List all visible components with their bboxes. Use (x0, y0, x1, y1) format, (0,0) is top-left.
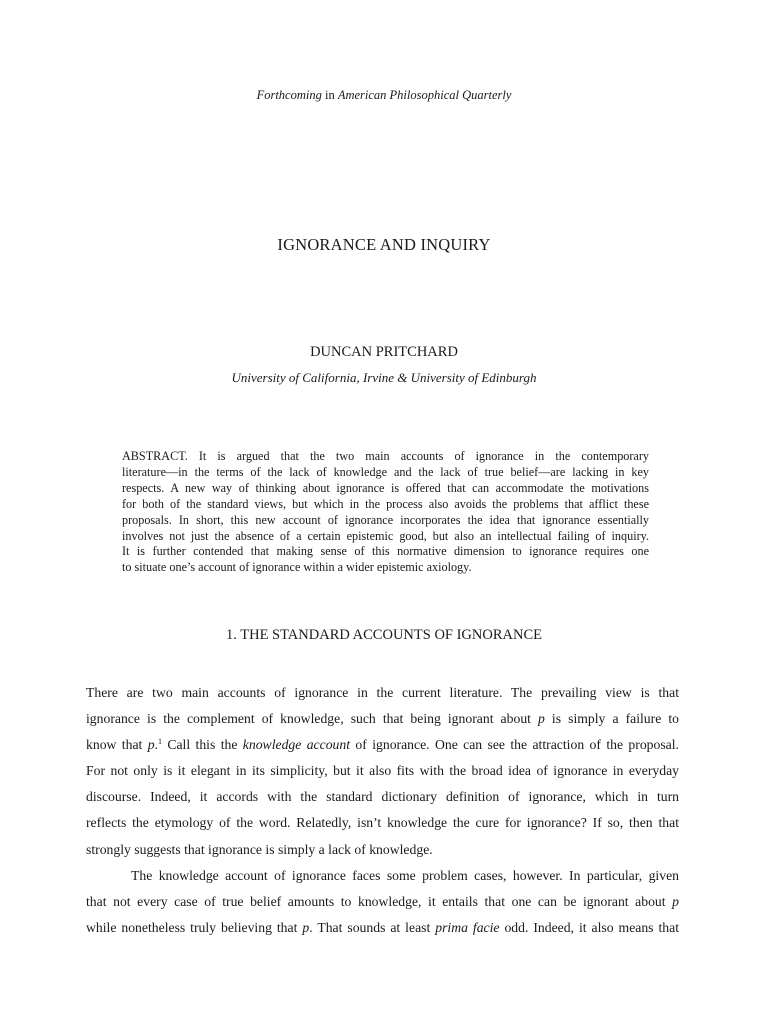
body-line (86, 758, 679, 784)
body-line (86, 732, 679, 758)
body-text-run: reflects the etymology of the word. Relatedly, isn’t knowledge the cure for ignorance? If so, then that (86, 815, 679, 831)
body-text-run: strongly suggests that ignorance is simply a lack of knowledge. (86, 841, 433, 857)
abstract-line: proposals. In short, this new account of ignorance incorporates the idea that ignorance essentially (122, 512, 649, 527)
paper-title: IGNORANCE AND INQUIRY (277, 235, 491, 254)
venue-line (0, 88, 768, 103)
body-text-run: Call this the (161, 737, 243, 753)
body-text-run: odd. Indeed, it also means that (499, 919, 679, 935)
abstract (122, 449, 649, 576)
body-line (86, 680, 679, 706)
venue-journal: American Philosophical Quarterly (337, 88, 512, 102)
body-text-run: p (672, 893, 679, 909)
venue-in: in (321, 88, 338, 102)
author-affiliation: University of California, Irvine & University of Edinburgh (231, 370, 537, 385)
body-text-run: of ignorance. One can see the attraction of the proposal. (350, 737, 679, 753)
body-text-run: that not every case of true belief amounts to knowledge, it entails that one can be ignorant about (86, 893, 673, 909)
body-text-run: . That sounds at least (309, 919, 436, 935)
body-text-run: For not only is it elegant in its simplicity, but it also fits with the broad idea of ignorance in everyday (86, 763, 679, 779)
body-line (86, 863, 679, 889)
body-text-run: knowledge account (242, 737, 351, 753)
author-name: DUNCAN PRITCHARD (310, 344, 458, 360)
abstract-line: to situate one’s account of ignorance within a wider epistemic axiology. (122, 560, 472, 575)
abstract-line: involves not just the absence of a certain epistemic good, but also an intellectual failing of inquiry. (122, 528, 649, 543)
section-heading: 1. THE STANDARD ACCOUNTS OF IGNORANCE (226, 627, 542, 643)
venue-forthcoming: Forthcoming (256, 88, 322, 102)
abstract-line: ABSTRACT. It is argued that the two main accounts of ignorance in the contemporary (122, 449, 649, 463)
body-text-run: . (154, 737, 158, 753)
body-line (86, 706, 679, 732)
abstract-line: respects. A new way of thinking about ignorance is offered that can accommodate the motivations (122, 480, 649, 495)
body-text-run: p (538, 711, 545, 727)
body-text-run: is simply a failure to (544, 711, 679, 727)
body-text-run: There are two main accounts of ignorance in the current literature. The prevailing view is that (86, 685, 679, 700)
body-text-run: p (147, 737, 155, 753)
body-text-run: ignorance is the complement of knowledge, such that being ignorant about (86, 711, 539, 727)
body-line (86, 837, 679, 863)
body-text-run: while nonetheless truly believing that (86, 919, 303, 935)
abstract-line: literature—in the terms of the lack of knowledge and the lack of true belief—are lacking in key (122, 464, 649, 479)
body-text-run: p (302, 919, 310, 935)
body-text-run: discourse. Indeed, it accords with the standard dictionary definition of ignorance, which in turn (86, 789, 679, 805)
footnote-marker[interactable]: 1 (157, 737, 162, 747)
body-text-run: know that (86, 737, 148, 753)
body-line (86, 810, 679, 836)
body-text-run: prima facie (435, 919, 500, 935)
body-paragraphs (86, 680, 679, 941)
body-line (86, 915, 679, 941)
body-text-run: The knowledge account of ignorance faces some problem cases, however. In particular, given (131, 867, 679, 883)
abstract-line: for both of the standard views, but which in the process also avoids the problems that afflict these (122, 496, 649, 511)
abstract-line: It is further contended that making sense of this normative dimension to ignorance requires one (122, 544, 649, 559)
body-line (86, 784, 679, 810)
body-line (86, 889, 679, 915)
